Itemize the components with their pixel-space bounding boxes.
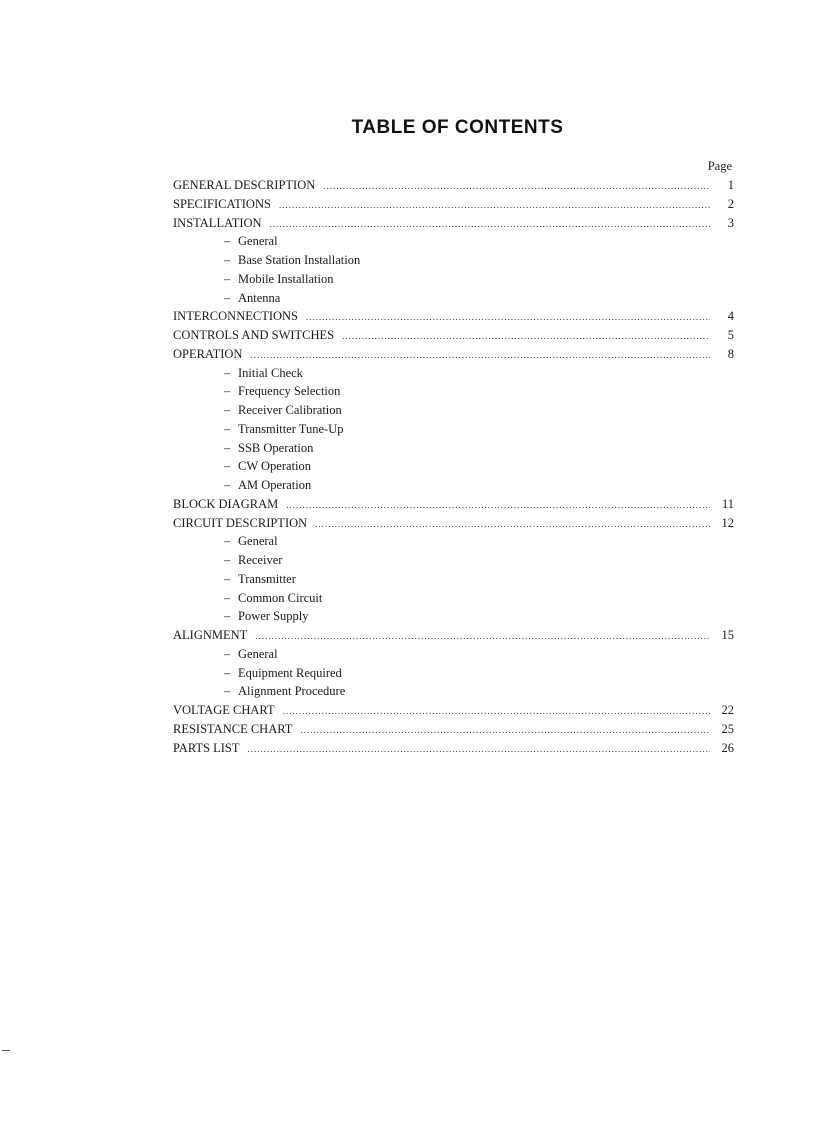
toc-entry-title: SPECIFICATIONS [173, 196, 271, 211]
toc-dot-leader [279, 196, 710, 215]
toc-entry-title: OPERATION [173, 346, 243, 361]
toc-entry-page: 5 [727, 328, 734, 342]
toc-subentry [173, 551, 734, 570]
toc-entry [173, 307, 734, 326]
toc-entry-title: INSTALLATION [173, 215, 262, 230]
toc-subentry-title: AM Operation [238, 478, 312, 492]
toc-entry [173, 495, 734, 514]
toc-subentry [173, 270, 734, 289]
dash-bullet: – [224, 253, 231, 267]
toc-dot-leader [255, 627, 710, 646]
toc-entry-title: VOLTAGE CHART [173, 703, 275, 717]
toc-entry [173, 176, 734, 195]
dash-bullet: – [224, 646, 231, 661]
dash-bullet: – [224, 290, 231, 305]
toc-entry-page: 15 [721, 628, 734, 642]
toc-subentry-title: CW Operation [238, 459, 312, 474]
toc-entry-page: 3 [727, 215, 734, 230]
toc-subentry-title: Mobile Installation [238, 271, 334, 286]
toc-entry-page: 11 [721, 496, 734, 511]
dash-bullet: – [224, 459, 231, 474]
toc-subentry-title: Frequency Selection [238, 384, 341, 399]
toc-subentry-title: Initial Check [238, 365, 303, 380]
dash-bullet: – [224, 571, 231, 586]
toc-subentry-title: Equipment Required [238, 665, 342, 680]
dash-bullet: – [224, 440, 231, 455]
toc-subentry-title: Receiver [238, 553, 283, 567]
toc-entry-page: 8 [727, 346, 734, 361]
dash-bullet: – [224, 421, 231, 436]
toc-entry-title: RESISTANCE CHART [173, 721, 293, 736]
toc-dot-leader [300, 721, 710, 740]
toc-subentry-title: Transmitter [238, 571, 296, 586]
dash-bullet: – [224, 478, 231, 492]
page-column-header: Page [707, 159, 732, 173]
toc-subentry [173, 589, 734, 608]
toc-entry-title: ALIGNMENT [173, 628, 248, 642]
toc-subentry [173, 289, 734, 308]
toc-subentry-title: General [238, 646, 278, 661]
toc-entry-page: 12 [721, 515, 734, 530]
toc-subentry-title: Receiver Calibration [238, 403, 342, 417]
dash-bullet: – [224, 684, 231, 699]
dash-bullet: – [224, 234, 231, 249]
toc-entry-page: 22 [721, 703, 734, 717]
toc-entry-page: 25 [721, 721, 734, 736]
toc-subentry [173, 382, 734, 401]
toc-dot-leader [286, 496, 710, 515]
dash-bullet: – [224, 384, 231, 399]
toc-subentry [173, 682, 734, 701]
dash-bullet: – [224, 665, 231, 680]
toc-subentry [173, 439, 734, 458]
toc-dot-leader [250, 346, 710, 365]
toc-subentry-title: Common Circuit [238, 590, 323, 605]
toc-subentry [173, 232, 734, 251]
toc-entry [173, 345, 734, 364]
toc-subentry [173, 364, 734, 383]
toc-subentry-title: Transmitter Tune-Up [238, 421, 344, 436]
toc-entry-page: 2 [727, 196, 734, 211]
toc-entry [173, 326, 734, 345]
toc-subentry [173, 420, 734, 439]
toc-subentry-title: Base Station Installation [238, 253, 361, 267]
dash-bullet: – [224, 609, 231, 624]
page-title: TABLE OF CONTENTS [351, 117, 564, 138]
toc-entry [173, 720, 734, 739]
toc-entry-title: BLOCK DIAGRAM [173, 496, 279, 511]
toc-entry-page: 4 [727, 309, 734, 324]
toc-entry-title: CIRCUIT DESCRIPTION [173, 515, 308, 530]
toc-subentry-title: Power Supply [238, 609, 309, 624]
dash-bullet: – [224, 271, 231, 286]
toc-subentry [173, 607, 734, 626]
toc-entry [173, 739, 734, 758]
toc-entry-page: 1 [727, 178, 734, 192]
dash-bullet: – [224, 590, 231, 605]
toc-subentry-title: SSB Operation [238, 440, 314, 455]
toc-entry [173, 214, 734, 233]
toc-subentry [173, 457, 734, 476]
toc-entry [173, 195, 734, 214]
toc-subentry [173, 251, 734, 270]
dash-bullet: – [224, 403, 231, 417]
toc-dot-leader [323, 177, 710, 196]
dash-bullet: – [224, 553, 231, 567]
dash-bullet: – [224, 365, 231, 380]
toc-subentry [173, 570, 734, 589]
toc-subentry [173, 664, 734, 683]
toc-entry-title: CONTROLS AND SWITCHES [173, 328, 335, 342]
margin-mark [2, 1050, 10, 1051]
toc-subentry [173, 532, 734, 551]
toc-dot-leader [315, 515, 710, 534]
toc-subentry [173, 645, 734, 664]
toc-subentry-title: Alignment Procedure [238, 684, 346, 699]
toc-dot-leader [283, 702, 710, 721]
toc-dot-leader [248, 740, 710, 759]
toc-subentry [173, 401, 734, 420]
table-of-contents [173, 176, 734, 757]
toc-dot-leader [270, 215, 710, 234]
toc-subentry-title: General [238, 534, 278, 549]
toc-entry [173, 626, 734, 645]
toc-entry-page: 26 [721, 740, 734, 755]
toc-subentry [173, 476, 734, 495]
toc-entry [173, 514, 734, 533]
toc-entry-title: INTERCONNECTIONS [173, 309, 298, 324]
toc-subentry-title: General [238, 234, 278, 249]
toc-dot-leader [342, 327, 710, 346]
toc-entry-title: PARTS LIST [173, 740, 240, 755]
toc-dot-leader [306, 308, 710, 327]
toc-subentry-title: Antenna [238, 290, 281, 305]
toc-entry-title: GENERAL DESCRIPTION [173, 178, 316, 192]
dash-bullet: – [224, 534, 231, 549]
toc-entry [173, 701, 734, 720]
